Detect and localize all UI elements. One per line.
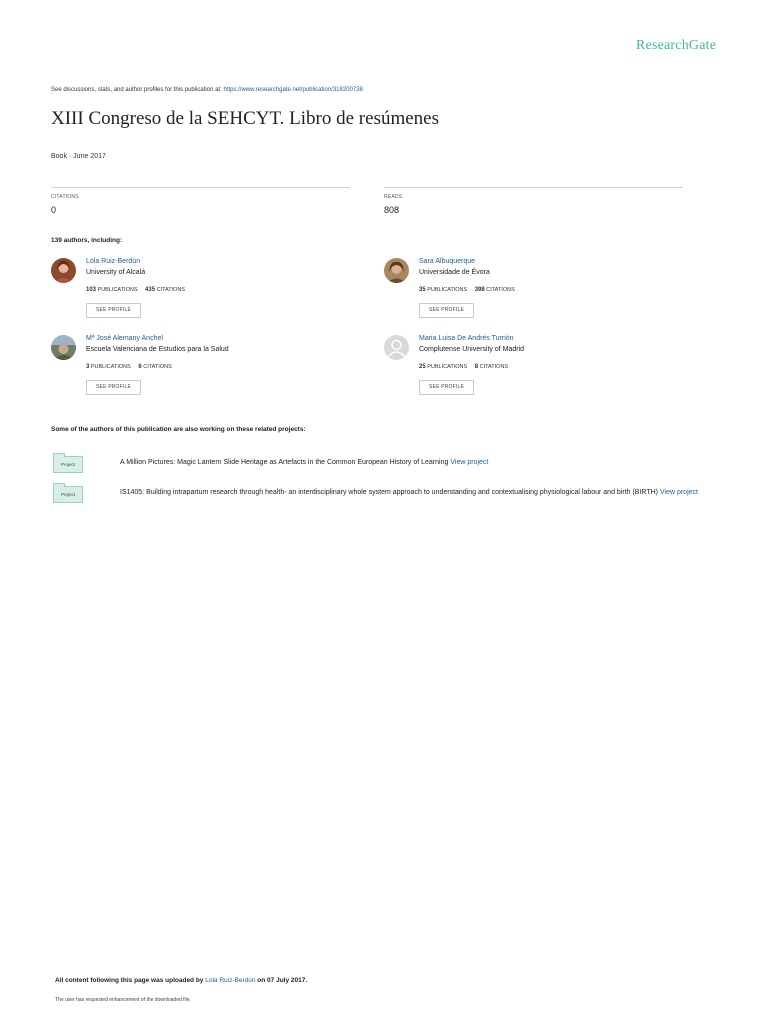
project-title: A Million Pictures: Magic Lantern Slide Heritage as Artefacts in the Common European History of Learning	[120, 459, 449, 466]
author-institution: Escuela Valenciana de Estudios para la Salud	[86, 346, 229, 353]
author-name-link[interactable]: Lola Ruiz-Berdún	[86, 258, 141, 265]
related-projects-heading: Some of the authors of this publication are also working on these related projects:	[51, 426, 306, 433]
citations-label: CITATIONS	[156, 287, 186, 293]
publications-count: 35	[419, 287, 426, 293]
avatar[interactable]	[51, 335, 76, 360]
avatar[interactable]	[384, 258, 409, 283]
author-institution: Universidade de Évora	[419, 269, 490, 276]
citations-count: 398	[474, 287, 485, 293]
citations-label: CITATIONS	[486, 287, 515, 293]
researchgate-logo[interactable]: ResearchGate	[636, 38, 717, 53]
publications-label: PUBLICATIONS	[427, 364, 468, 370]
uploader-link[interactable]: Lola Ruiz-Berdún	[205, 977, 256, 984]
project-description	[120, 456, 730, 469]
upload-suffix: on 07 July 2017.	[257, 977, 308, 984]
view-project-link[interactable]: View project	[659, 489, 698, 496]
citations-count: 8	[474, 364, 479, 370]
view-project-link[interactable]: View project	[450, 459, 489, 466]
citations-count: 435	[145, 287, 156, 293]
reads-value: 808	[384, 205, 400, 215]
see-profile-button[interactable]: SEE PROFILE	[86, 303, 141, 318]
publications-label: PUBLICATIONS	[97, 287, 138, 293]
project-title: IS1405: Building intrapartum research through health- an interdisciplinary whole system approach to understanding and contextualising physiological labour and birth (BIRTH)	[120, 489, 659, 496]
see-profile-button[interactable]: SEE PROFILE	[419, 303, 474, 318]
publications-label: PUBLICATIONS	[90, 364, 131, 370]
project-description	[120, 486, 730, 499]
see-profile-button[interactable]: SEE PROFILE	[86, 380, 141, 395]
publication-title: XIII Congreso de la SEHCYT. Libro de resúmenes	[51, 108, 439, 129]
citations-label: CITATIONS	[479, 364, 509, 370]
reads-label: READS	[384, 194, 403, 200]
author-card	[51, 335, 351, 405]
author-stats	[419, 364, 508, 370]
publications-count: 3	[86, 364, 90, 370]
authors-heading: 139 authors, including:	[51, 237, 123, 244]
portrait-photo-icon	[384, 258, 409, 283]
project-icon-label: Project	[60, 462, 75, 467]
landscape-photo-icon	[51, 335, 76, 360]
author-name-link[interactable]: Maria Luisa De Andrés Turrión	[419, 335, 514, 342]
enhancement-note: The user has requested enhancement of the downloaded file.	[55, 997, 191, 1003]
avatar[interactable]	[51, 258, 76, 283]
author-card	[51, 258, 351, 328]
publications-count: 103	[86, 287, 97, 293]
citations-label: CITATIONS	[143, 364, 172, 370]
publications-label: PUBLICATIONS	[427, 287, 468, 293]
author-stats	[419, 287, 515, 293]
author-card	[384, 258, 684, 328]
citations-divider	[51, 187, 350, 188]
project-folder-icon[interactable]	[53, 456, 83, 473]
author-name-link[interactable]: Sara Albuquerque	[419, 258, 476, 265]
discussion-prefix: See discussions, stats, and author profiles for this publication at:	[51, 87, 222, 93]
default-user-icon	[384, 335, 409, 360]
portrait-photo-icon	[51, 258, 76, 283]
author-stats	[86, 364, 172, 370]
citations-count: 6	[138, 364, 142, 370]
author-stats	[86, 287, 185, 293]
upload-note	[55, 977, 307, 984]
author-institution: Complutense University of Madrid	[419, 346, 525, 353]
project-folder-icon[interactable]	[53, 486, 83, 503]
author-name-link[interactable]: Mª José Alemany Anchel	[86, 335, 163, 342]
author-institution: University of Alcalá	[86, 269, 146, 276]
publication-url-link[interactable]: https://www.researchgate.net/publication/318200738	[223, 87, 363, 93]
citations-value: 0	[51, 205, 57, 215]
upload-prefix: All content following this page was uploaded by	[55, 977, 204, 984]
publications-count: 25	[419, 364, 426, 370]
publication-meta: Book · June 2017	[51, 153, 106, 160]
reads-divider	[384, 187, 683, 188]
citations-label: CITATIONS	[51, 194, 79, 200]
see-profile-button[interactable]: SEE PROFILE	[419, 380, 474, 395]
discussion-line	[51, 87, 363, 93]
author-card	[384, 335, 684, 405]
avatar[interactable]	[384, 335, 409, 360]
project-icon-label: Project	[60, 492, 75, 497]
